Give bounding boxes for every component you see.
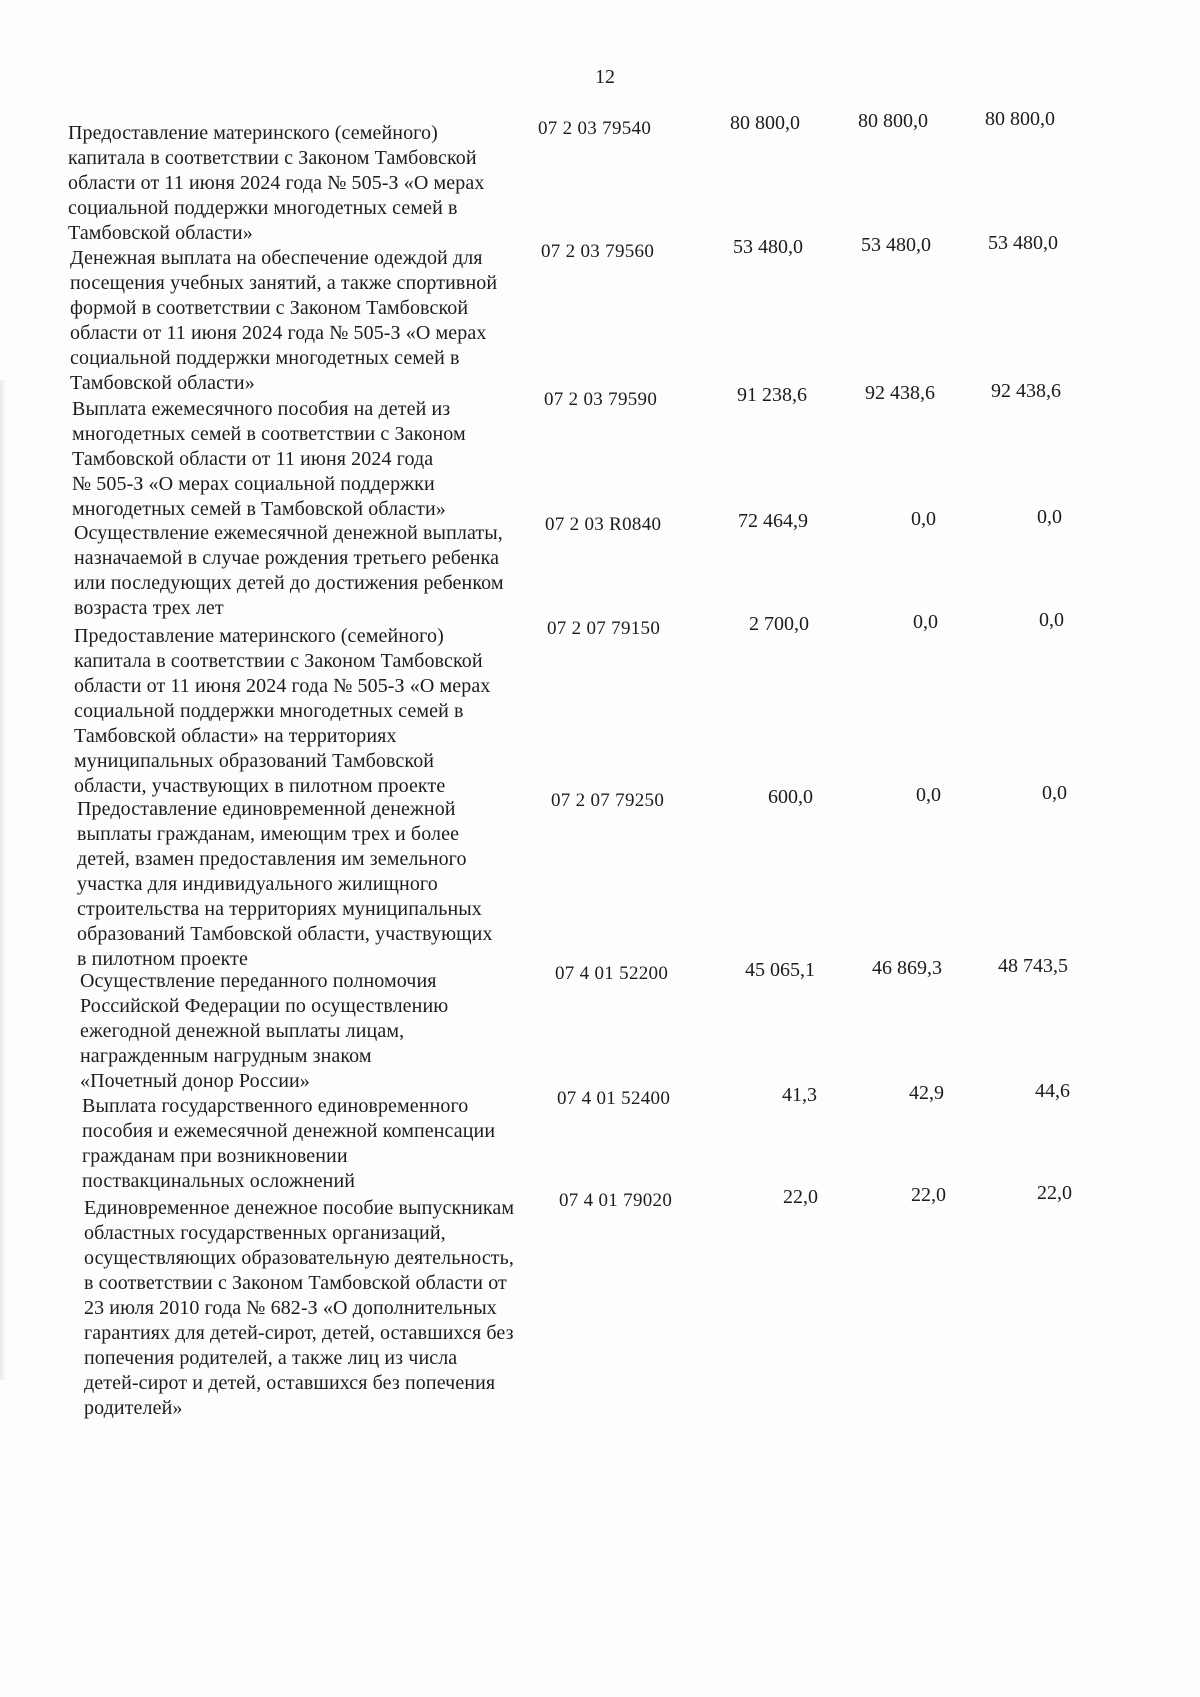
row-value-2: 0,0 — [916, 784, 941, 806]
row-value-3: 53 480,0 — [988, 232, 1058, 254]
row-code: 07 2 07 79150 — [547, 618, 661, 639]
row-value-3: 44,6 — [1035, 1080, 1070, 1102]
row-value-2: 80 800,0 — [858, 110, 928, 132]
row-name: Единовременное денежное пособие выпускникам областных государственных организаций, осуществляющих образовательную деятельность, в соответствии с Законом Тамбовской области от 23 июля 2010 года № 682-З «О дополнительных гарантиях для детей-сирот, детей, оставшихся без попечения родителей, а также лиц из числа детей-сирот и детей, оставшихся без попечения родителей» — [84, 1197, 515, 1419]
row-value-3: 48 743,5 — [998, 955, 1068, 977]
row-value-1: 72 464,9 — [738, 510, 808, 532]
row-name: Выплата ежемесячного пособия на детей из многодетных семей в соответствии с Законом Тамбовской области от 11 июня 2024 года № 505-З «О мерах социальной поддержки многодетных семей в Тамбовской области» — [72, 398, 466, 520]
row-value-1: 600,0 — [768, 786, 813, 808]
row-code: 07 2 03 R0840 — [545, 514, 662, 535]
row-value-1: 91 238,6 — [737, 384, 807, 406]
row-value-1: 41,3 — [782, 1084, 817, 1106]
row-value-2: 22,0 — [911, 1184, 946, 1206]
row-code: 07 2 07 79250 — [551, 790, 665, 811]
row-value-2: 46 869,3 — [872, 957, 942, 979]
row-value-1: 22,0 — [783, 1186, 818, 1208]
row-code: 07 2 03 79560 — [541, 241, 655, 262]
row-value-2: 42,9 — [909, 1082, 944, 1104]
row-value-3: 0,0 — [1037, 506, 1062, 528]
row-value-3: 22,0 — [1037, 1182, 1072, 1204]
row-value-3: 92 438,6 — [991, 380, 1061, 402]
row-value-2: 0,0 — [911, 508, 936, 530]
row-name: Выплата государственного единовременного пособия и ежемесячной денежной компенсации гражданам при возникновении поствакцинальных осложнений — [82, 1095, 496, 1192]
row-name: Осуществление ежемесячной денежной выплаты, назначаемой в случае рождения третьего ребенка или последующих детей до достижения ребенком возраста трех лет — [74, 522, 504, 619]
row-value-3: 0,0 — [1042, 782, 1067, 804]
row-value-1: 45 065,1 — [745, 959, 815, 981]
row-value-2: 53 480,0 — [861, 234, 931, 256]
row-name: Предоставление единовременной денежной выплаты гражданам, имеющим трех и более детей, взамен предоставления им земельного участка для индивидуального жилищного строительства на территориях муниципальных образований Тамбовской области, участвующих в пилотном проекте — [77, 798, 493, 970]
row-value-1: 2 700,0 — [749, 613, 809, 635]
row-name: Осуществление переданного полномочия Российской Федерации по осуществлению ежегодной денежной выплаты лицам, награжденным нагрудным знаком «Почетный донор России» — [80, 970, 449, 1092]
row-value-1: 80 800,0 — [730, 112, 800, 134]
row-name: Предоставление материнского (семейного) капитала в соответствии с Законом Тамбовской области от 11 июня 2024 года № 505-З «О мерах социальной поддержки многодетных семей в Тамбовской области» — [68, 122, 485, 244]
row-code: 07 2 03 79540 — [538, 118, 652, 139]
row-code: 07 4 01 52400 — [557, 1088, 671, 1109]
row-name: Предоставление материнского (семейного) капитала в соответствии с Законом Тамбовской области от 11 июня 2024 года № 505-З «О мерах социальной поддержки многодетных семей в Тамбовской области» на территориях муниципальных образований Тамбовской области, участвующих в пилотном проекте — [74, 625, 491, 797]
row-name: Денежная выплата на обеспечение одеждой для посещения учебных занятий, а также спортивной формой в соответствии с Законом Тамбовской области от 11 июня 2024 года № 505-З «О мерах социальной поддержки многодетных семей в Тамбовской области» — [70, 247, 498, 394]
page-number: 12 — [595, 66, 615, 88]
row-value-2: 92 438,6 — [865, 382, 935, 404]
row-value-3: 80 800,0 — [985, 108, 1055, 130]
row-code: 07 4 01 52200 — [555, 963, 669, 984]
row-value-3: 0,0 — [1039, 609, 1064, 631]
row-code: 07 2 03 79590 — [544, 389, 658, 410]
row-value-1: 53 480,0 — [733, 236, 803, 258]
row-code: 07 4 01 79020 — [559, 1190, 673, 1211]
row-value-2: 0,0 — [913, 611, 938, 633]
